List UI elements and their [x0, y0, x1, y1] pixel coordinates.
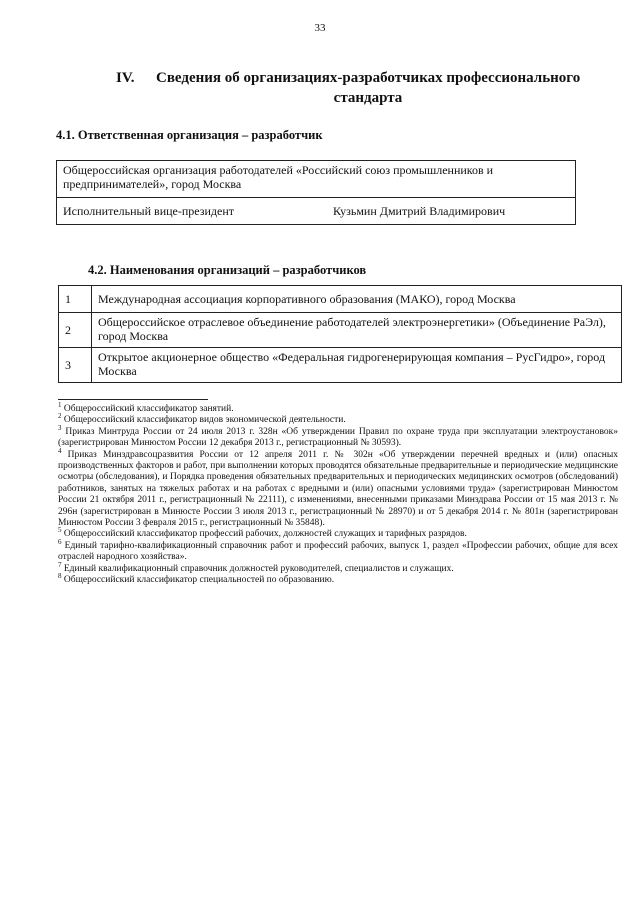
footnote: [58, 571, 618, 586]
footnote-mark: 7: [58, 560, 62, 569]
signatory-position: Исполнительный вице-президент: [63, 204, 235, 218]
footnote-mark: 6: [58, 537, 62, 546]
responsible-organization-table: [56, 160, 576, 225]
footnote-text: Общероссийский классификатор специальностей по образованию.: [63, 575, 335, 586]
row-number: 3: [59, 348, 92, 383]
subsection-4-2-heading: 4.2. Наименования организаций – разработчиков: [88, 263, 367, 277]
footnote: [58, 560, 618, 575]
developer-organizations-table: [58, 285, 622, 383]
organization-name: Открытое акционерное общество «Федеральная гидрогенерирующая компания – РусГидро», город Москва: [92, 348, 622, 383]
organization-name: Международная ассоциация корпоративного образования (МАКО), город Москва: [92, 286, 622, 313]
footnote-text: Приказ Минтруда России от 24 июля 2013 г. 328н «Об утверждении Правил по охране труда при эксплуатации электроустановок» (зарегистрирован Минюстом России 12 декабря 2013 г., регистрационный № 30593).: [58, 426, 619, 449]
footnote-text: Единый тарифно-квалификационный справочник работ и профессий рабочих, выпуск 1, раздел «Профессии рабочих, общие для всех отраслей народного хозяйства».: [58, 540, 618, 563]
page-number: 33: [314, 22, 326, 34]
footnotes: [58, 400, 619, 587]
section-roman-numeral: IV.: [116, 70, 135, 86]
organization-row: [57, 161, 576, 198]
footnote-text: Единый квалификационный справочник должностей руководителей, специалистов и служащих.: [63, 563, 454, 574]
footnote: [58, 412, 618, 426]
subsection-4-1-heading: 4.1. Ответственная организация – разработчик: [56, 128, 323, 142]
footnote-mark: 2: [58, 412, 62, 421]
table-row: [59, 286, 622, 313]
table-row: [59, 348, 622, 383]
footnote: [58, 526, 618, 540]
footnote: [58, 446, 618, 530]
footnote-text: Общероссийский классификатор видов экономической деятельности.: [63, 415, 346, 426]
signatory-name: Кузьмин Дмитрий Владимирович: [333, 204, 506, 218]
row-number: 2: [59, 313, 92, 348]
footnote-mark: 3: [58, 423, 62, 432]
footnote-text: Общероссийский классификатор занятий.: [63, 404, 234, 414]
row-number: 1: [59, 286, 92, 313]
organization-name: Общероссийское отраслевое объединение работодателей электроэнергетики» (Объединение РаЭл), город Москва: [92, 313, 622, 348]
footnote-separator: [58, 399, 208, 400]
section-title-line2: стандарта: [333, 90, 403, 106]
footnote-mark: 8: [58, 571, 62, 580]
footnote-mark: 1: [58, 400, 62, 409]
footnote-text: Общероссийский классификатор профессий рабочих, должностей служащих и тарифных разрядов.: [63, 529, 467, 540]
footnote: [58, 400, 618, 415]
section-title: [116, 68, 596, 108]
signatory-row: [57, 198, 576, 225]
footnote: [58, 537, 618, 564]
footnote-mark: 4: [58, 446, 62, 455]
footnote-text: Приказ Минздравсоцразвития России от 12 апреля 2011 г. № 302н «Об утверждении перечней вредных и (или) опасных производственных факторов и работ, при выполнении которых проводятся обязательные предварительные и периодические медицинские осмотры (обследования), и Порядка проведения обязательных предварительных и периодических медицинских осмотров (обследований) работников, занятых на тяжелых работах и на работах с вредными и (или) опасными условиями труда» (зарегистрирован Минюстом России 21 октября 2011 г., регистрационный № 22111), с изменениями, внесенными приказами Минздрава России от 15 мая 2013 г. № 296н (зарегистрирован в Минюсте России 3 июля 2013 г., регистрационный № 28970) и от 5 декабря 2014 г. № 801н (зарегистрирован Минюстом России 3 февраля 2015 г., регистрационный № 35848).: [58, 449, 618, 529]
section-title-line1: Сведения об организациях-разработчиках профессионального: [156, 70, 581, 86]
footnote: [58, 423, 619, 450]
signatory-cell: [57, 198, 576, 225]
table-row: [59, 313, 622, 348]
footnote-mark: 5: [58, 526, 62, 535]
organization-name: Общероссийская организация работодателей «Российский союз промышленников и предпринимателей», город Москва: [57, 161, 576, 198]
